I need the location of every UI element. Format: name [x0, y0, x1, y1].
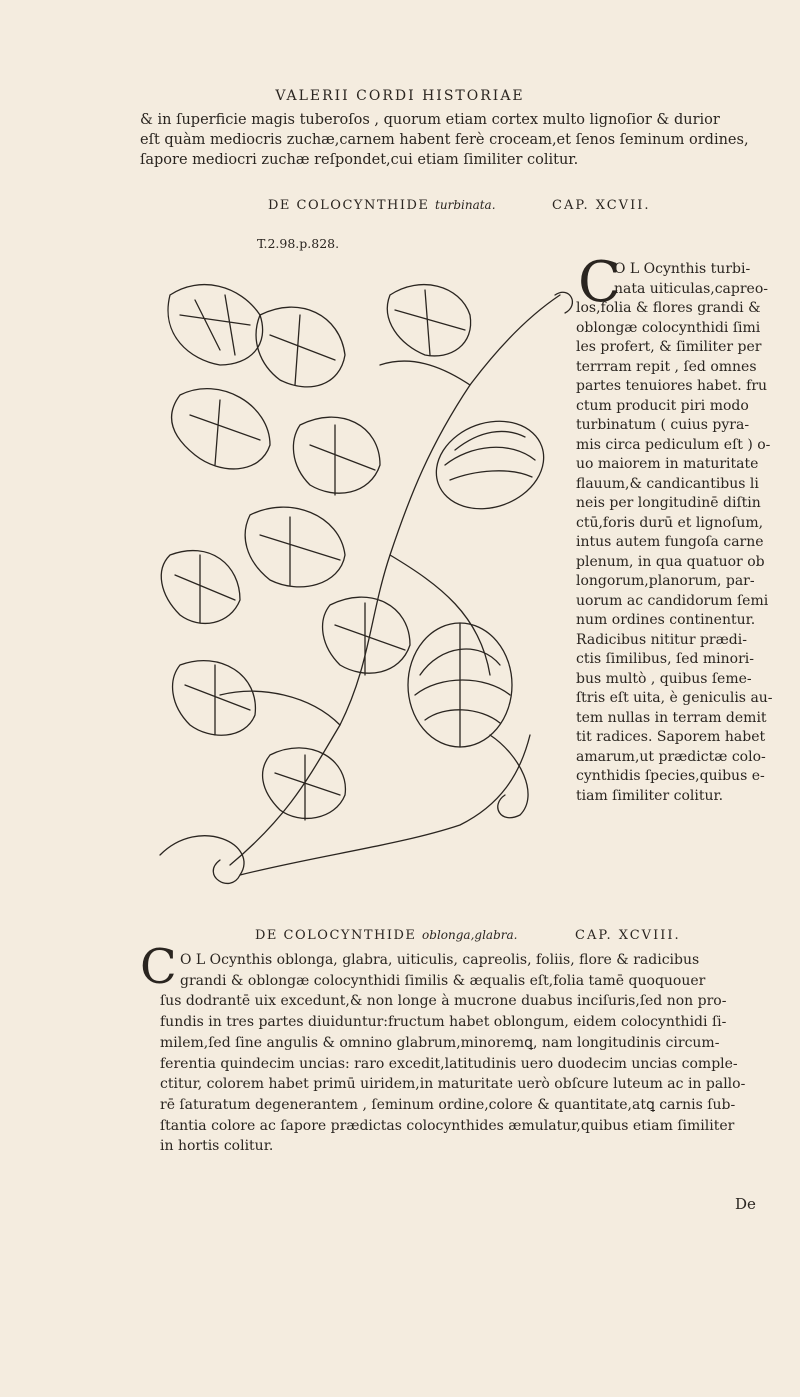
text-line: in hortis colitur. — [160, 1138, 274, 1155]
text-line: ſapore mediocri zuchæ reſpondet,cui etiam ſimiliter colitur. — [140, 152, 579, 168]
text-line: uorum ac candidorum ſemi — [576, 592, 769, 609]
chapter-heading-98 — [255, 928, 517, 943]
chapter-number-98: CAP. XCVIII. — [575, 928, 681, 943]
text-line: milem,ſed ſine angulis & omnino glabrum,minoremꝗ, nam longitudinis circum- — [160, 1034, 720, 1051]
text-line: Radicibus nititur prædi- — [576, 631, 747, 648]
text-line: nata uiticulas,capreo- — [614, 280, 768, 297]
text-line: ferentia quindecim uncias: raro excedit,latitudinis uero duodecim uncias comple- — [160, 1055, 738, 1072]
text-line: oblongæ colocynthidi ſimi — [576, 319, 761, 336]
text-line: cynthidis ſpecies,quibus e- — [576, 768, 765, 784]
text-line: ſtris eſt uita, è geniculis au- — [576, 690, 773, 706]
running-head: VALERII CORDI HISTORIAE — [275, 88, 525, 104]
text-line: tiam ſimiliter colitur. — [576, 787, 724, 804]
text-line: longorum,planorum, par- — [576, 573, 755, 589]
chapter-title: DE COLOCYNTHIDE — [255, 928, 417, 943]
text-line: partes tenuiores habet. fru — [576, 378, 768, 394]
colocynth-woodcut-illustration — [140, 255, 580, 885]
text-line: & in ſuperficie magis tuberoſos , quorum etiam cortex multo lignoſior & durior — [140, 112, 720, 128]
text-line: ſus dodrantē uix excedunt,& non longe à mucrone duabus inciſuris,ſed non pro- — [160, 993, 727, 1010]
text-line: terrram repit , ſed omnes — [576, 358, 757, 375]
text-line: les profert, & ſimiliter per — [576, 339, 762, 355]
text-line: rē ſaturatum degenerantem , ſeminum ordine,colore & quantitate,atꝗ carnis ſub- — [160, 1096, 736, 1113]
chapter-title-italic: turbinata. — [435, 198, 496, 212]
text-line: uo maiorem in maturitate — [576, 456, 759, 472]
text-line: O L Ocynthis oblonga, glabra, uiticulis, capreolis, foliis, flore & radicibus — [180, 952, 700, 968]
text-line: fundis in tres partes diuiduntur:fructum habet oblongum, eidem colocynthidi ſi- — [160, 1014, 727, 1031]
text-line: ſtantia colore ac ſapore prædictas colocynthides æmulatur,quibus etiam ſimiliter — [160, 1117, 735, 1134]
text-line: intus autem fungoſa carne — [576, 534, 764, 550]
text-line: amarum,ut prædictæ colo- — [576, 748, 766, 765]
chapter-title-italic: oblonga,glabra. — [422, 928, 518, 942]
text-line: tem nullas in terram demit — [576, 709, 767, 726]
chapter-heading-97 — [268, 198, 496, 213]
figure-reference: T.2.98.p.828. — [257, 236, 340, 251]
drop-cap-initial: C — [578, 250, 621, 315]
text-line: ctitur, colorem habet primū uiridem,in maturitate uerò obſcure luteum ac in pallo- — [160, 1076, 746, 1093]
intro-paragraph — [140, 110, 780, 170]
text-line: plenum, in qua quatuor ob — [576, 553, 765, 570]
catchword: De — [735, 1195, 756, 1213]
text-line: eſt quàm mediocris zuchæ,carnem habent ferè croceam,et ſenos ſeminum ordines, — [140, 132, 749, 148]
text-line: los,folia & flores grandi & — [576, 300, 761, 316]
text-line: turbinatum ( cuius pyra- — [576, 417, 750, 433]
chapter-97-body — [576, 250, 791, 806]
chapter-number-97: CAP. XCVII. — [552, 198, 651, 213]
text-line: O L Ocynthis turbi- — [614, 261, 751, 277]
text-line: num ordines continentur. — [576, 612, 756, 628]
text-line: flauum,& candicantibus li — [576, 475, 759, 492]
text-line: ctis ſimilibus, ſed minori- — [576, 651, 754, 667]
text-line: grandi & oblongæ colocynthidi ſimilis & æqualis eſt,folia tamē quoquouer — [180, 972, 706, 989]
chapter-title: DE COLOCYNTHIDE — [268, 198, 430, 213]
drop-cap-initial: C — [140, 939, 177, 995]
text-line: bus multò , quibus ſeme- — [576, 670, 752, 687]
text-line: neis per longitudinē diſtin — [576, 495, 761, 511]
chapter-98-body — [160, 950, 790, 1157]
text-line: ctū,foris durū et lignoſum, — [576, 514, 764, 531]
text-line: mis circa pediculum eſt ) o- — [576, 436, 771, 453]
text-line: tit radices. Saporem habet — [576, 729, 766, 745]
text-line: ctum producit piri modo — [576, 397, 749, 414]
